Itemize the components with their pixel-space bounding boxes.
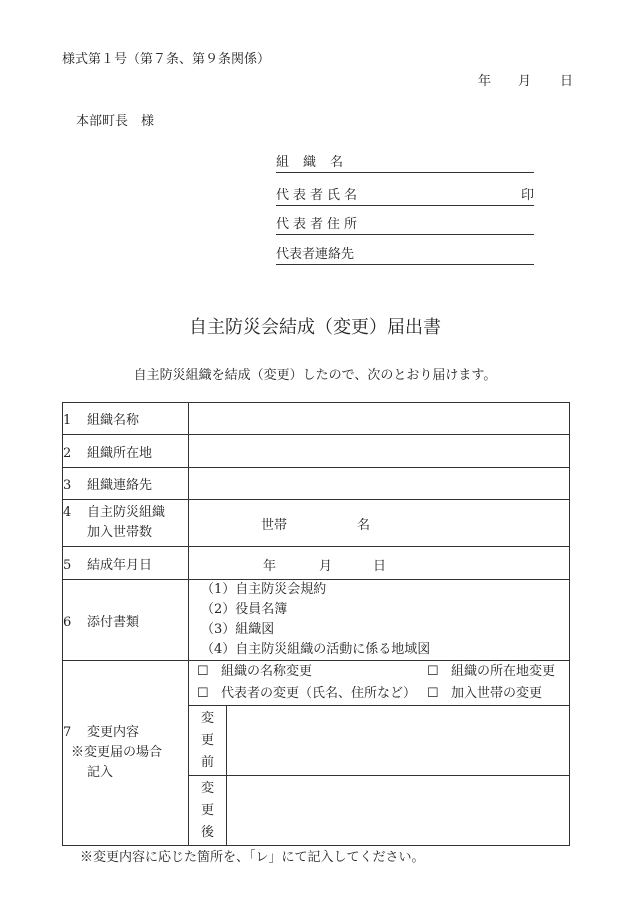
org-location-field[interactable] <box>189 435 570 468</box>
row-label-changes: 7 変更内容 ※変更届の場合 記入 <box>63 661 189 846</box>
date-month: 月 <box>518 74 532 89</box>
row-label-org-location: 2 組織所在地 <box>63 435 189 468</box>
list-item: （4）自主防災組織の活動に係る地域図 <box>201 642 431 657</box>
row-label-households: 4 自主防災組織 加入世帯数 <box>63 500 189 547</box>
before-change-field[interactable] <box>227 706 570 776</box>
date-day: 日 <box>560 74 574 89</box>
after-change-field[interactable] <box>227 776 570 846</box>
seal-mark: 印 <box>520 188 534 203</box>
rep-name-line[interactable] <box>276 185 534 206</box>
rep-address-label: 代表者住所 <box>276 217 362 232</box>
persons-unit: 名 <box>357 518 371 533</box>
option-location-change-label: 組織の所在地変更 <box>451 664 556 679</box>
intro-text: 自主防災組織を結成（変更）したので、次のとおり届けます。 <box>133 368 497 383</box>
table-row <box>63 580 570 661</box>
before-change-label: 変 更 前 <box>189 706 227 776</box>
table-row <box>63 661 570 706</box>
row-label-attachments: 6 添付書類 <box>63 580 189 661</box>
formation-day: 日 <box>373 559 387 574</box>
formation-date-field[interactable] <box>189 547 570 580</box>
table-row <box>63 468 570 500</box>
date-year: 年 <box>478 74 492 89</box>
households-field[interactable] <box>189 500 570 547</box>
org-name-label: 組織名 <box>276 155 358 170</box>
checkbox-location-change[interactable]: ☐ <box>427 664 439 679</box>
addressee: 本部町長 様 <box>76 114 155 129</box>
form-number: 様式第１号（第７条、第９条関係） <box>62 52 271 67</box>
rep-contact-line[interactable] <box>276 244 534 265</box>
checkbox-name-change[interactable]: ☐ <box>197 664 209 679</box>
row-label-org-contact: 3 組織連絡先 <box>63 468 189 500</box>
change-options <box>189 661 570 706</box>
footnote: ※変更内容に応じた箇所を、「レ」にて記入してください。 <box>80 850 425 865</box>
checkbox-household-change[interactable]: ☐ <box>427 686 439 701</box>
households-unit: 世帯 <box>261 518 288 533</box>
document-title: 自主防災会結成（変更）届出書 <box>189 317 441 338</box>
table-row <box>63 403 570 435</box>
table-row <box>63 547 570 580</box>
option-name-change-label: 組織の名称変更 <box>221 664 313 679</box>
rep-contact-label: 代表者連絡先 <box>276 247 355 262</box>
rep-address-line[interactable] <box>276 214 534 235</box>
org-name-field[interactable] <box>189 403 570 435</box>
checkbox-rep-change[interactable]: ☐ <box>197 686 209 701</box>
attachments-list <box>189 580 570 661</box>
application-table <box>62 402 570 846</box>
formation-year: 年 <box>263 559 277 574</box>
list-item: （3）組織図 <box>201 622 275 637</box>
formation-month: 月 <box>319 559 333 574</box>
after-change-label: 変 更 後 <box>189 776 227 846</box>
org-contact-field[interactable] <box>189 468 570 500</box>
table-row <box>63 435 570 468</box>
list-item: （1）自主防災会規約 <box>201 582 327 597</box>
row-label-formation-date: 5 結成年月日 <box>63 547 189 580</box>
list-item: （2）役員名簿 <box>201 602 288 617</box>
option-household-change-label: 加入世帯の変更 <box>451 686 543 701</box>
option-rep-change-label: 代表者の変更（氏名、住所など） <box>221 686 417 701</box>
table-row <box>63 500 570 547</box>
org-name-line[interactable] <box>276 152 534 173</box>
rep-name-label: 代表者氏名 <box>276 188 362 203</box>
row-label-org-name: 1 組織名称 <box>63 403 189 435</box>
